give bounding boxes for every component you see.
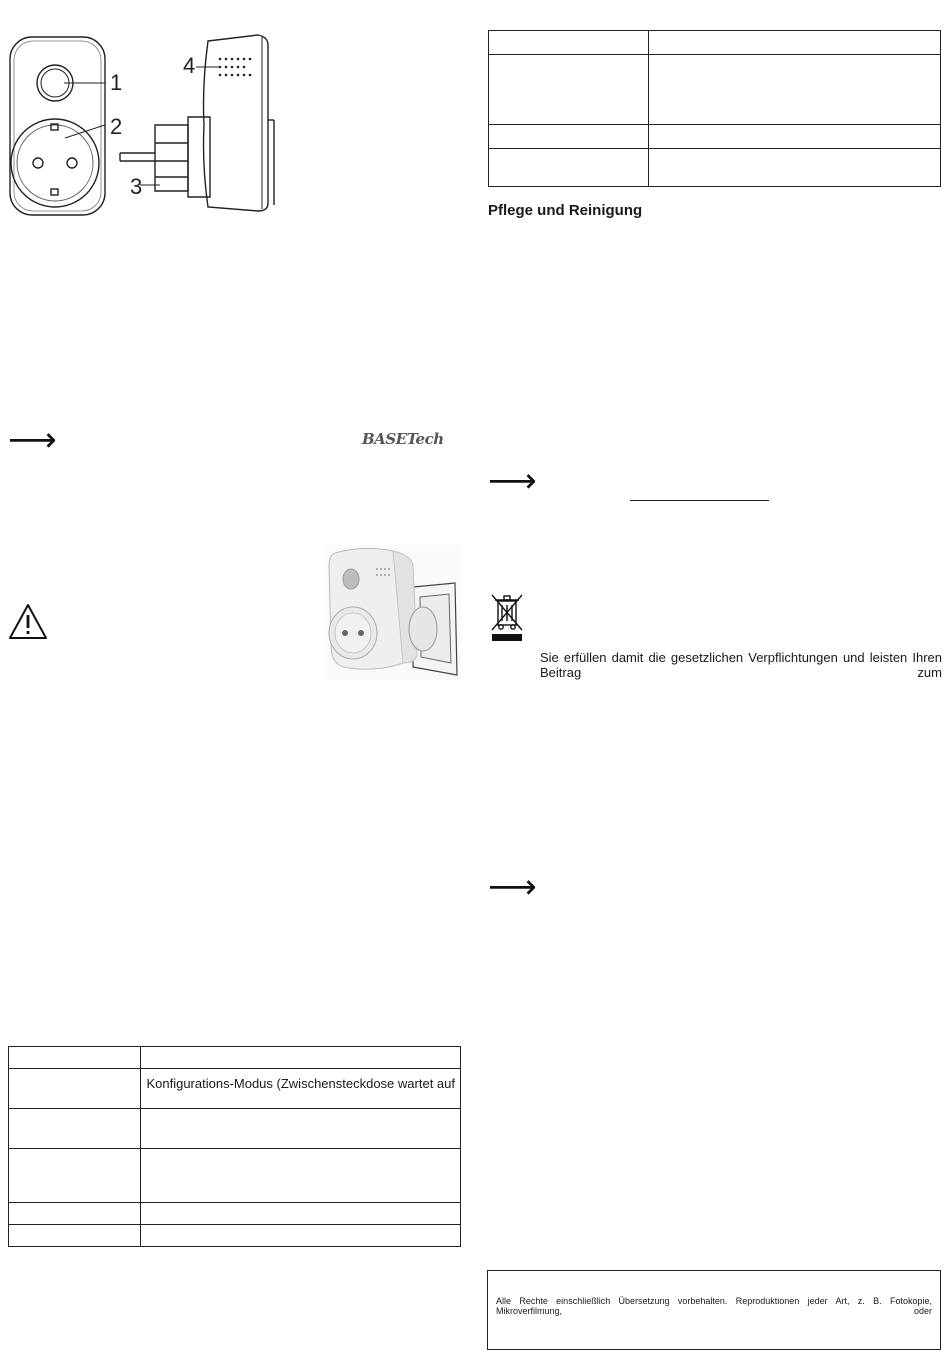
table-row bbox=[9, 1109, 461, 1149]
table-cell bbox=[9, 1069, 141, 1109]
copyright-text: Alle Rechte einschließlich Übersetzung vorbehalten. Reproduktionen jeder Art, z. B. Fotokopie, Mikroverfilmung, oder bbox=[496, 1296, 932, 1316]
table-row bbox=[489, 149, 941, 187]
note-arrow-icon: ⟶ bbox=[488, 867, 537, 907]
brand-logo: BASETech bbox=[362, 430, 444, 448]
led-status-table bbox=[8, 1046, 461, 1247]
plug-front-view bbox=[10, 37, 105, 215]
table-row bbox=[9, 1047, 461, 1069]
table-cell bbox=[141, 1047, 461, 1069]
table-cell bbox=[9, 1047, 141, 1069]
table-cell bbox=[141, 1203, 461, 1225]
table-cell bbox=[489, 55, 649, 125]
table-cell bbox=[648, 55, 940, 125]
table-cell bbox=[9, 1203, 141, 1225]
table-row bbox=[9, 1149, 461, 1203]
table-cell bbox=[648, 125, 940, 149]
warning-triangle-icon bbox=[8, 603, 48, 641]
note-arrow-icon: ⟶ bbox=[8, 420, 57, 460]
device-diagram bbox=[0, 25, 300, 225]
callout-4: 4 bbox=[183, 53, 196, 78]
table-cell bbox=[9, 1149, 141, 1203]
callout-1: 1 bbox=[110, 70, 123, 95]
table-row bbox=[489, 125, 941, 149]
specs-table bbox=[488, 30, 941, 187]
table-cell bbox=[648, 31, 940, 55]
table-cell bbox=[141, 1225, 461, 1247]
section-heading: Pflege und Reinigung bbox=[488, 202, 643, 219]
table-cell bbox=[9, 1109, 141, 1149]
table-cell bbox=[489, 31, 649, 55]
table-row bbox=[489, 31, 941, 55]
table-row bbox=[489, 55, 941, 125]
table-cell bbox=[9, 1225, 141, 1247]
table-cell: Konfigurations-Modus (Zwischensteckdose wartet auf bbox=[141, 1069, 461, 1109]
table-cell bbox=[489, 149, 649, 187]
callout-3: 3 bbox=[130, 174, 143, 199]
table-cell bbox=[489, 125, 649, 149]
table-cell bbox=[141, 1149, 461, 1203]
table-row bbox=[9, 1225, 461, 1247]
table-cell bbox=[648, 149, 940, 187]
callout-2: 2 bbox=[110, 114, 123, 139]
table-cell bbox=[141, 1109, 461, 1149]
table-row bbox=[9, 1203, 461, 1225]
crossed-bin-icon bbox=[489, 592, 525, 644]
weee-paragraph: Sie erfüllen damit die gesetzlichen Verpflichtungen und leisten Ihren Beitrag zum bbox=[540, 650, 942, 680]
note-arrow-icon: ⟶ bbox=[488, 461, 537, 501]
copyright-box bbox=[487, 1270, 941, 1350]
link-underline[interactable] bbox=[630, 500, 769, 501]
plug-side-view bbox=[120, 35, 274, 211]
product-photo bbox=[325, 545, 460, 680]
table-row bbox=[9, 1069, 461, 1109]
